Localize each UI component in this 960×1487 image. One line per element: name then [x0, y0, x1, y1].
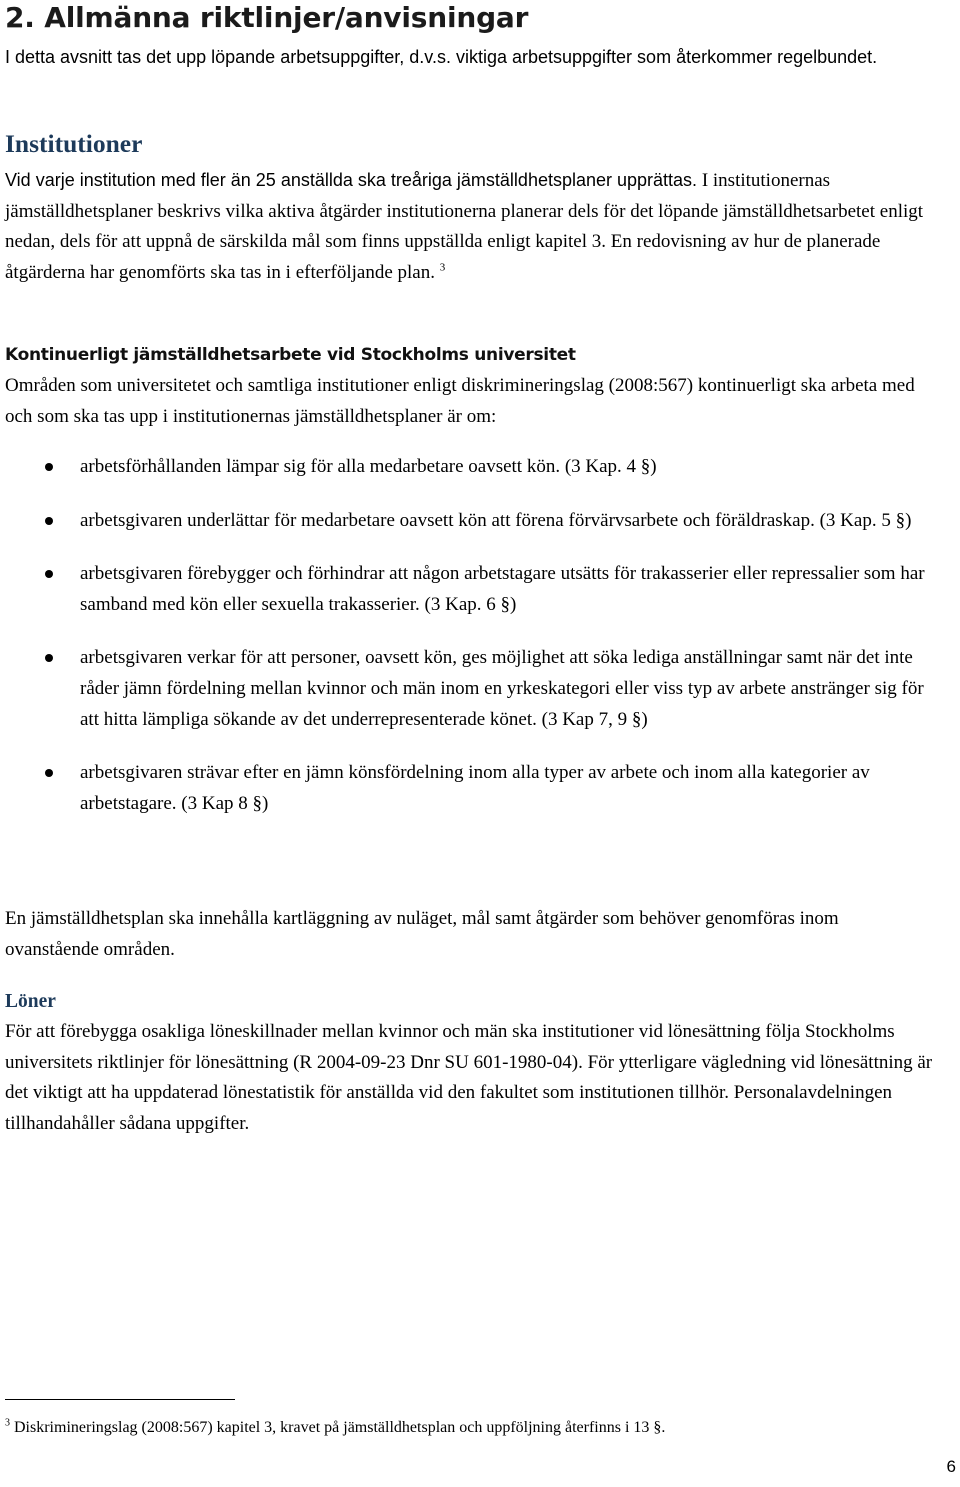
list-spacer — [5, 536, 935, 559]
list-item-text: arbetsgivaren verkar för att personer, oavsett kön, ges möjlighet att söka lediga anställningar samt när det inte råder jämn fördelning mellan kvinnor och män inom en yrkeskategori eller viss typ av arbete anstränger sig för att hitta lämpliga sökande av det underrepresenterade könet. (3 Kap 7, 9 §) — [80, 647, 924, 730]
loner-paragraph: För att förebygga osakliga löneskillnader mellan kvinnor och män ska institutioner vid lönesättning följa Stockholms universitets riktlinjer för lönesättning (R 2004-09-23 Dnr SU 601-1980-04). För ytterligare vägledning vid lönesättning är det viktigt att ha uppdaterad lönestatistik för anställda vid den fakultet som institutionen tillhör. Personalavdelningen tillhandahåller sådana uppgifter. — [5, 1021, 933, 1134]
bullet-icon — [45, 654, 53, 662]
plan-paragraph: En jämställdhetsplan ska innehålla kartläggning av nuläget, mål samt åtgärder som behöver genomföras inom ovanstående områden. — [5, 908, 839, 960]
kontinuerligt-paragraph: Områden som universitetet och samtliga institutioner enligt diskrimineringslag (2008:567) kontinuerligt ska arbeta med och som ska tas upp i institutionernas jämställdhetsplaner är om: — [5, 375, 915, 427]
list-item-text: arbetsgivaren förebygger och förhindrar att någon arbetstagare utsätts för trakasserier eller repressalier som har samband med kön eller sexuella trakasserier. (3 Kap. 6 §) — [80, 563, 925, 615]
institutioner-paragraph — [5, 165, 935, 288]
list-spacer — [5, 620, 935, 643]
section-heading-kontinuerligt: Kontinuerligt jämställdhetsarbete vid Stockholms universitet — [5, 345, 576, 365]
requirement-list — [5, 452, 935, 819]
bullet-icon — [45, 463, 53, 471]
list-item — [5, 506, 935, 537]
page-title: 2. Allmänna riktlinjer/anvisningar — [5, 1, 529, 34]
bullet-icon — [45, 570, 53, 578]
list-item — [5, 559, 935, 620]
footnote-reference: 3 — [439, 261, 446, 274]
footnote — [5, 1416, 935, 1440]
footnote-text: Diskrimineringslag (2008:567) kapitel 3, kravet på jämställdhetsplan och uppföljning återfinns i 13 §. — [14, 1419, 666, 1436]
bullet-icon — [45, 517, 53, 525]
intro-paragraph: I detta avsnitt tas det upp löpande arbetsuppgifter, d.v.s. viktiga arbetsuppgifter som återkommer regelbundet. — [5, 47, 878, 67]
footnote-divider — [5, 1399, 235, 1400]
list-spacer — [5, 483, 935, 506]
list-item-text: arbetsförhållanden lämpar sig för alla medarbetare oavsett kön. (3 Kap. 4 §) — [80, 456, 657, 477]
list-item — [5, 758, 935, 819]
list-spacer — [5, 735, 935, 758]
footnote-number: 3 — [5, 1417, 10, 1429]
list-item — [5, 643, 935, 735]
institutioner-lead: Vid varje institution med fler än 25 anställda ska treåriga jämställdhetsplaner upprättas. — [5, 170, 698, 190]
section-heading-loner: Löner — [5, 991, 56, 1012]
list-item-text: arbetsgivaren underlättar för medarbetare oavsett kön att förena förvärvsarbete och föräldraskap. (3 Kap. 5 §) — [80, 509, 912, 531]
page-number: 6 — [946, 1457, 956, 1476]
institutioner-body: I institutionernas jämställdhetsplaner beskrivs vilka aktiva åtgärder institutionerna planerar dels för det löpande jämställdhetsarbetet enligt nedan, dels för att uppnå de särskilda mål som finns uppställda enligt kapitel 3. En redovisning av hur de planerade åtgärderna har genomförts ska tas in i efterföljande plan. — [5, 170, 924, 283]
list-item-text: arbetsgivaren strävar efter en jämn könsfördelning inom alla typer av arbete och inom alla kategorier av arbetstagare. (3 Kap 8 §) — [80, 762, 870, 814]
bullet-icon — [45, 769, 53, 777]
list-item — [5, 452, 935, 483]
section-heading-institutioner: Institutioner — [5, 129, 143, 158]
